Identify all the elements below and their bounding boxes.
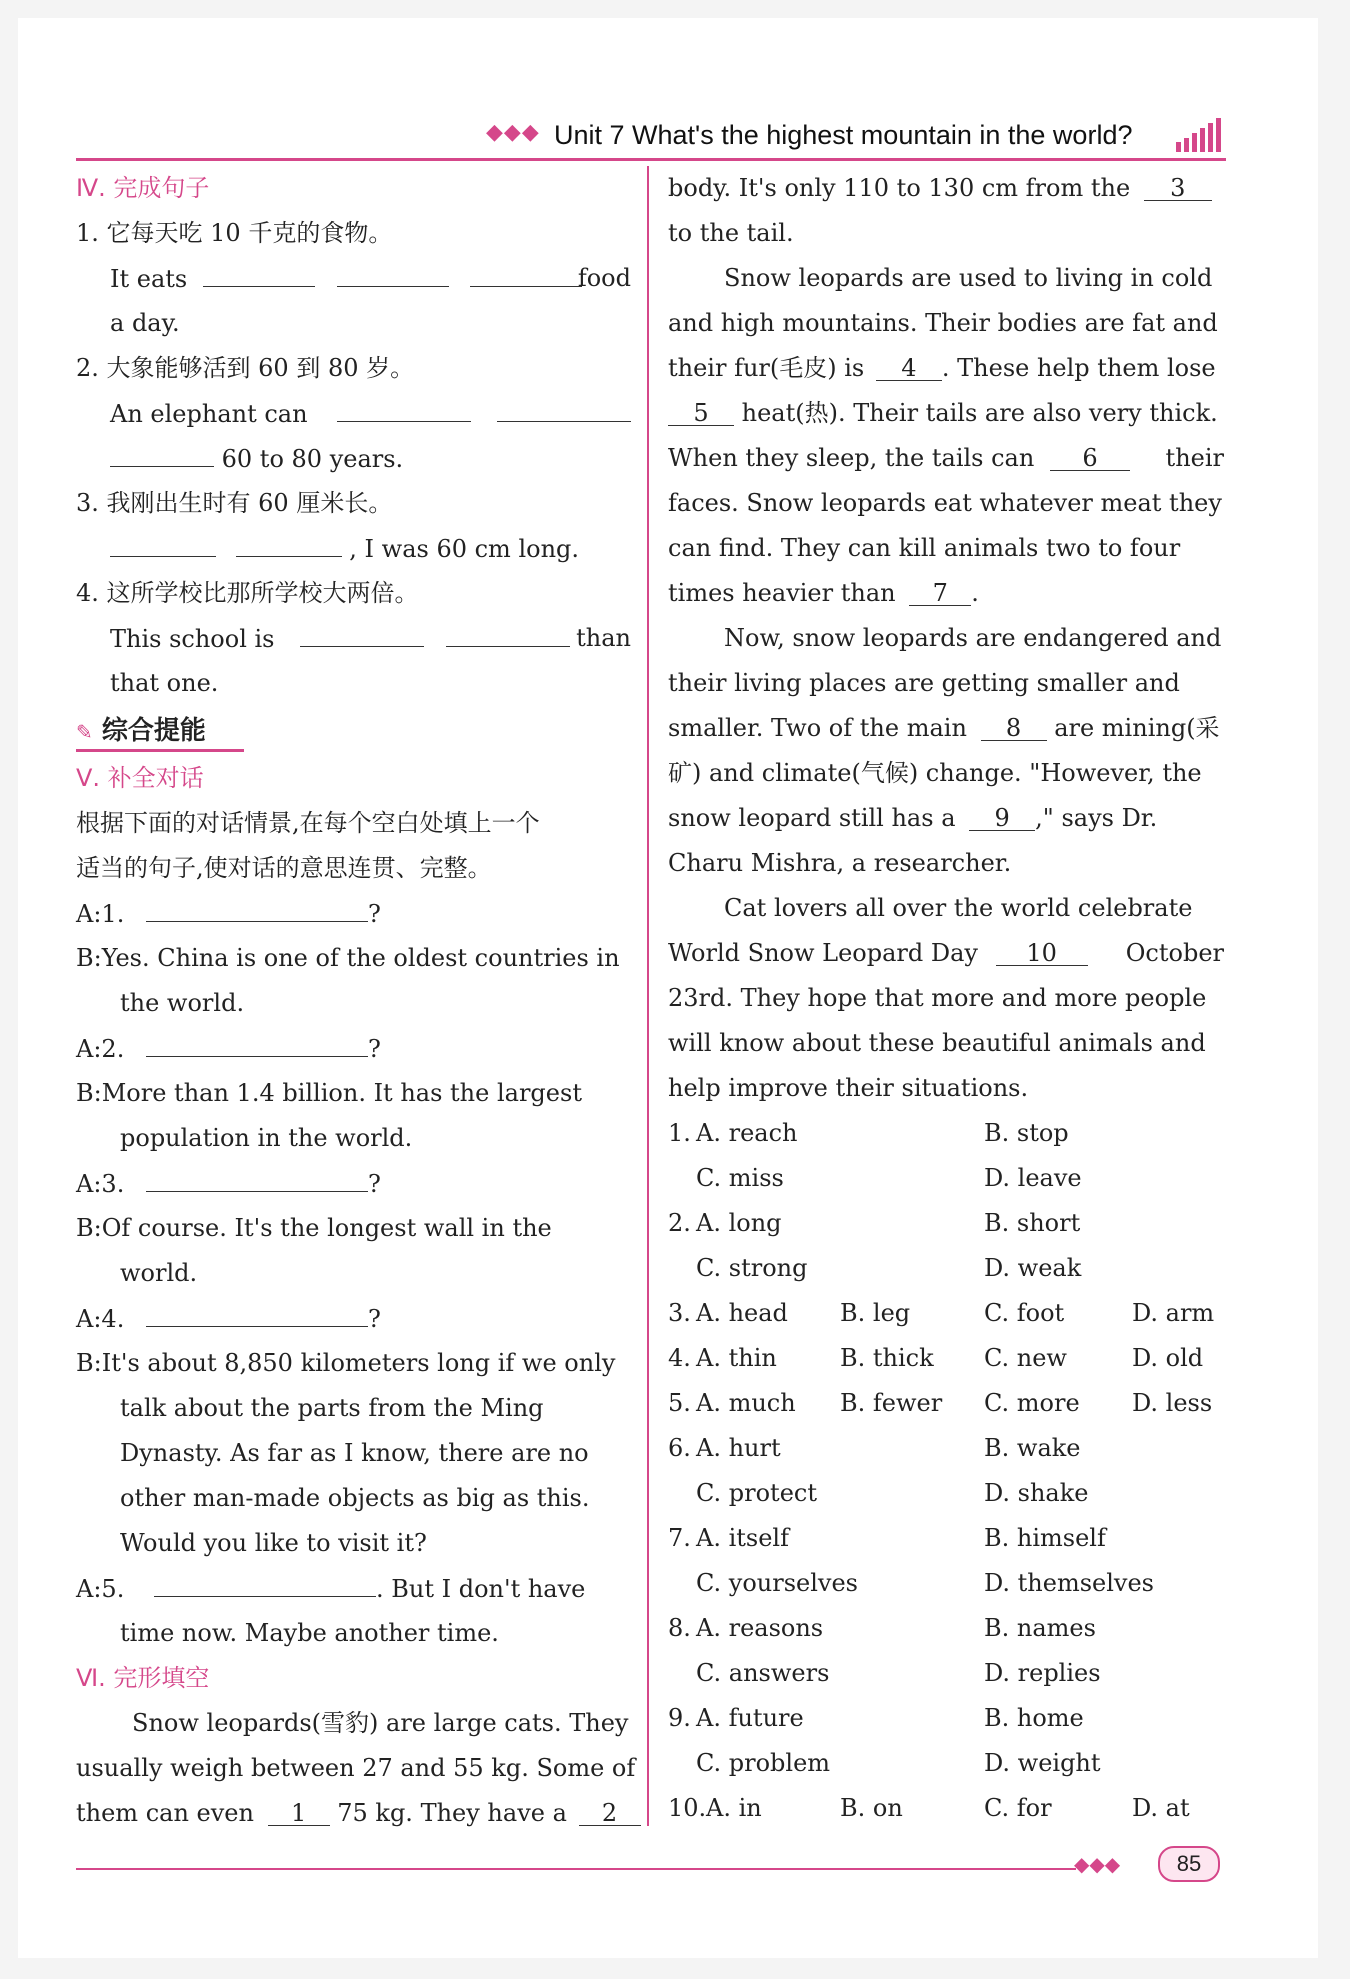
option-a[interactable]: A. much [696,1389,796,1417]
option-c[interactable]: C. for [984,1794,1052,1822]
passage-line-6: Snow leopards are used to living in cold [724,264,1213,292]
q4-english-cont: that one. [110,669,219,697]
option-a[interactable]: A. reach [696,1119,798,1147]
section-5-instruction-1: 根据下面的对话情景,在每个空白处填上一个 [76,809,540,837]
passage-line-2: usually weigh between 27 and 55 kg. Some of [76,1754,636,1782]
option-b[interactable]: B. names [984,1614,1096,1642]
question-number: 7. [668,1524,691,1552]
option-c[interactable]: C. strong [696,1254,808,1282]
dialog-b2: B:More than 1.4 billion. It has the largest [76,1079,582,1107]
option-c[interactable]: C. new [984,1344,1067,1372]
left-column [76,166,636,1836]
dialog-a5: A:5. . But I don't have [76,1566,631,1611]
passage-line-5: to the tail. [668,219,794,247]
cloze-options [668,1111,1224,1831]
passage-line-13: times heavier than 7 . [668,571,1224,616]
q2-blank-2[interactable] [497,391,631,422]
option-a[interactable]: A. thin [696,1344,777,1372]
dialog-a2: A:2. ? [76,1026,631,1071]
option-c[interactable]: C. protect [696,1479,817,1507]
option-b[interactable]: B. short [984,1209,1081,1237]
option-row [668,1696,1224,1741]
dialog-blank-4[interactable] [146,1296,368,1327]
option-b[interactable]: B. wake [984,1434,1081,1462]
option-row [668,1246,1224,1291]
passage-line-7: and high mountains. Their bodies are fat and [668,309,1218,337]
page-number: 85 [1158,1846,1220,1882]
passage-line-22: 23rd. They hope that more and more people [668,984,1207,1012]
diamond-deco-icon: ◆◆◆ [1074,1852,1121,1876]
q3-chinese: 3. 我刚出生时有 60 厘米长。 [76,489,393,517]
dialog-blank-3[interactable] [146,1161,368,1192]
dialog-blank-2[interactable] [146,1026,368,1057]
option-b[interactable]: B. stop [984,1119,1069,1147]
question-number: 9. [668,1704,691,1732]
passage-line-10: When they sleep, the tails can 6 their [668,436,1224,481]
cloze-blank-6[interactable]: 6 [1050,440,1130,471]
dialog-b2-cont: population in the world. [120,1124,413,1152]
option-b[interactable]: B. thick [840,1344,934,1372]
dialog-a5-cont: time now. Maybe another time. [120,1619,499,1647]
option-d[interactable]: D. weight [984,1749,1101,1777]
right-column [668,166,1224,1831]
option-c[interactable]: C. yourselves [696,1569,858,1597]
option-d[interactable]: D. at [1132,1794,1190,1822]
passage-line-16: smaller. Two of the main 8 are mining(采 [668,706,1224,751]
section-5-title: Ⅴ. 补全对话 [76,764,204,792]
passage-line-19: Charu Mishra, a researcher. [668,849,1012,877]
option-a[interactable]: A. in [706,1794,762,1822]
section-5-instruction-2: 适当的句子,使对话的意思连贯、完整。 [76,854,492,882]
q4-blank-2[interactable] [446,616,570,647]
dialog-b4-cont-3: other man-made objects as big as this. [120,1484,590,1512]
passage-line-12: can find. They can kill animals two to four [668,534,1181,562]
passage-line-20: Cat lovers all over the world celebrate [724,894,1193,922]
passage-line-9: 5 heat(热). Their tails are also very thick. [668,391,1224,436]
option-c[interactable]: C. problem [696,1749,831,1777]
dialog-b4-cont-1: talk about the parts from the Ming [120,1394,544,1422]
q4-chinese: 4. 这所学校比那所学校大两倍。 [76,579,419,607]
option-row [668,1336,1224,1381]
section-banner [76,706,631,756]
option-a[interactable]: A. hurt [696,1434,781,1462]
q3-blank-1[interactable] [110,526,216,557]
question-number: 2. [668,1209,691,1237]
q4-english: This school is than [76,616,631,661]
option-d[interactable]: D. shake [984,1479,1089,1507]
option-row [668,1426,1224,1471]
option-row [668,1741,1224,1786]
passage-line-11: faces. Snow leopards eat whatever meat they [668,489,1222,517]
option-c[interactable]: C. more [984,1389,1080,1417]
question-number: 5. [668,1389,691,1417]
q1-blank-1[interactable] [203,256,315,287]
option-row [668,1471,1224,1516]
option-a[interactable]: A. itself [696,1524,789,1552]
cloze-blank-1[interactable]: 1 [268,1795,330,1826]
dialog-a1: A:1. ? [76,891,631,936]
q4-blank-1[interactable] [300,616,424,647]
option-b[interactable]: B. himself [984,1524,1106,1552]
passage-line-21: World Snow Leopard Day 10 October [668,931,1224,976]
passage-line-23: will know about these beautiful animals and [668,1029,1206,1057]
option-c[interactable]: C. answers [696,1659,830,1687]
dialog-blank-5[interactable] [154,1566,376,1597]
option-a[interactable]: A. head [696,1299,788,1327]
option-a[interactable]: A. long [696,1209,782,1237]
signal-bars-icon [1174,114,1226,154]
q1-blank-2[interactable] [337,256,449,287]
option-b[interactable]: B. on [840,1794,903,1822]
section-6-title: Ⅵ. 完形填空 [76,1664,210,1692]
dialog-b3-cont: world. [120,1259,198,1287]
banner-label: 综合提能 [101,716,206,746]
option-b[interactable]: B. leg [840,1299,911,1327]
option-row [668,1561,1224,1606]
question-number: 3. [668,1299,691,1327]
option-d[interactable]: D. less [1132,1389,1213,1417]
q3-blank-2[interactable] [236,526,342,557]
option-c[interactable]: C. miss [696,1164,784,1192]
dialog-b1-cont: the world. [120,989,245,1017]
option-b[interactable]: B. home [984,1704,1084,1732]
dialog-b4-cont-4: Would you like to visit it? [120,1529,427,1557]
question-number: 6. [668,1434,691,1462]
passage-line-15: their living places are getting smaller and [668,669,1180,697]
q1-blank-3[interactable] [470,256,582,287]
option-d[interactable]: D. themselves [984,1569,1154,1597]
option-row [668,1291,1224,1336]
running-header [76,118,1226,161]
dialog-blank-1[interactable] [146,891,368,922]
option-row [668,1381,1224,1426]
question-number: 10. [668,1794,707,1822]
dialog-b3: B:Of course. It's the longest wall in the [76,1214,552,1242]
option-d[interactable]: D. old [1132,1344,1204,1372]
question-number: 1. [668,1119,691,1147]
cloze-blank-5[interactable]: 5 [668,395,734,426]
option-d[interactable]: D. arm [1132,1299,1215,1327]
option-row [668,1111,1224,1156]
passage-line-24: help improve their situations. [668,1074,1029,1102]
cloze-blank-8[interactable]: 8 [981,710,1047,741]
q1-english-cont: a day. [110,309,180,337]
dialog-b4-cont-2: Dynasty. As far as I know, there are no [120,1439,589,1467]
q1-chinese: 1. 它每天吃 10 千克的食物。 [76,219,393,247]
option-c[interactable]: C. foot [984,1299,1065,1327]
q2-blank-3[interactable] [110,436,214,467]
dialog-a4: A:4. ? [76,1296,631,1341]
dialog-a3: A:3. ? [76,1161,631,1206]
passage-line-1: Snow leopards(雪豹) are large cats. They [132,1709,629,1737]
diamond-deco-icon: ◆◆◆ [486,120,540,145]
q2-english: An elephant can [76,391,631,436]
section-4-title: Ⅳ. 完成句子 [76,174,210,202]
option-row [668,1516,1224,1561]
option-row [668,1201,1224,1246]
passage-line-14: Now, snow leopards are endangered and [724,624,1222,652]
footer-rule [76,1868,1076,1870]
dialog-b4: B:It's about 8,850 kilometers long if we only [76,1349,616,1377]
unit-title: Unit 7 What's the highest mountain in the world? [554,120,1133,150]
passage-line-8: their fur(毛皮) is 4 . These help them lose [668,346,1224,391]
passage-line-4: body. It's only 110 to 130 cm from the 3 [668,166,1224,211]
option-a[interactable]: A. reasons [696,1614,824,1642]
passage-line-17: 矿) and climate(气候) change. "However, the [668,759,1202,787]
cloze-blank-10[interactable]: 10 [996,935,1088,966]
pen-icon: ✎ [76,720,93,744]
cloze-blank-9[interactable]: 9 [969,800,1035,831]
q2-english-cont: 60 to 80 years. [76,436,631,481]
q3-english: , I was 60 cm long. [76,526,631,571]
option-row [668,1786,1224,1831]
dialog-b1: B:Yes. China is one of the oldest countries in [76,944,620,972]
option-d[interactable]: D. leave [984,1164,1082,1192]
q2-blank-1[interactable] [337,391,471,422]
q2-chinese: 2. 大象能够活到 60 到 80 岁。 [76,354,415,382]
option-d[interactable]: D. replies [984,1659,1101,1687]
q1-english: It eats food [76,256,631,301]
passage-line-3: them can even 1 75 kg. They have a 2 [76,1791,631,1836]
option-b[interactable]: B. fewer [840,1389,943,1417]
option-row [668,1651,1224,1696]
question-number: 8. [668,1614,691,1642]
question-number: 4. [668,1344,691,1372]
cloze-blank-4[interactable]: 4 [876,350,942,381]
column-divider [647,166,649,1826]
option-d[interactable]: D. weak [984,1254,1082,1282]
cloze-blank-2[interactable]: 2 [579,1795,641,1826]
cloze-blank-7[interactable]: 7 [909,575,971,606]
option-row [668,1606,1224,1651]
cloze-blank-3[interactable]: 3 [1144,170,1212,201]
passage-line-18: snow leopard still has a 9 ," says Dr. [668,796,1224,841]
option-a[interactable]: A. future [696,1704,804,1732]
banner-underline [76,749,244,752]
option-row [668,1156,1224,1201]
